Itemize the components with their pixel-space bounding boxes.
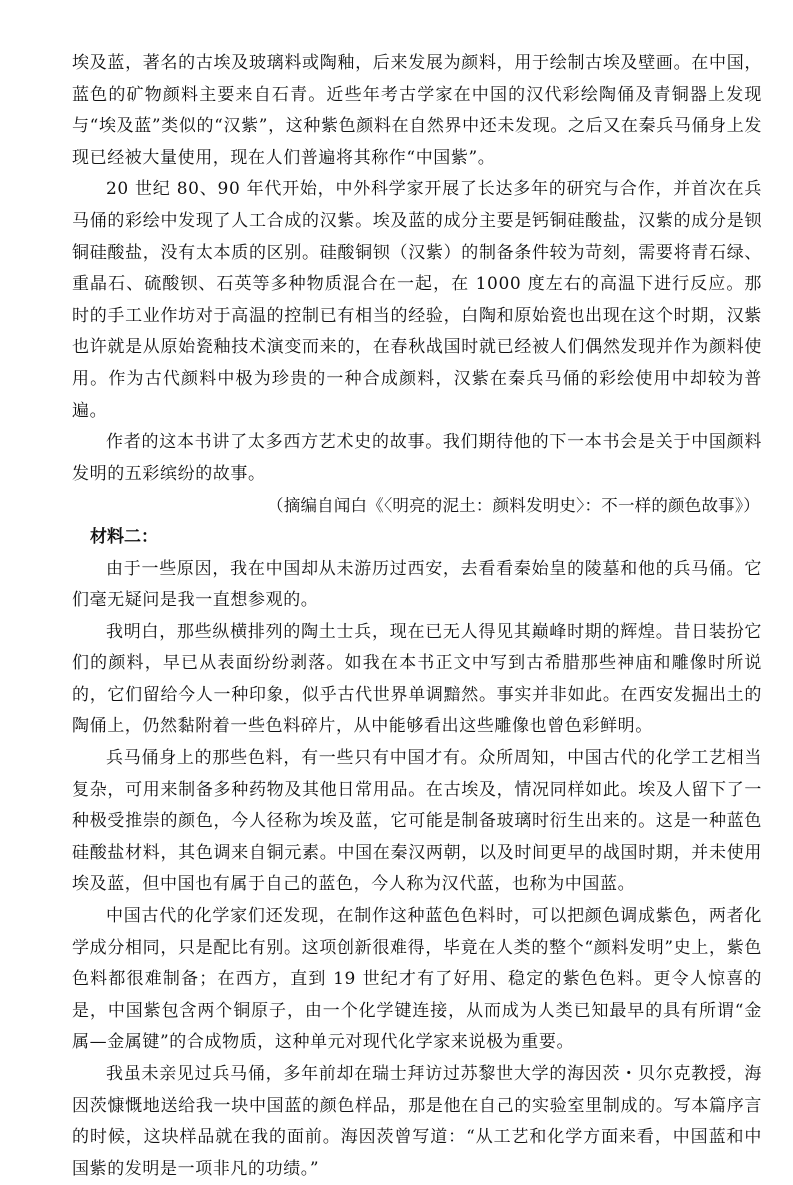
paragraph-research-history: 20 世纪 80、90 年代开始，中外科学家开展了长达多年的研究与合作，并首次在兵马俑的彩绘中发现了人工合成的汉紫。埃及蓝的成分主要是钙铜硅酸盐，汉紫的成分是钡铜硅酸盐，没有太本质的区别。硅酸铜钡（汉紫）的制备条件较为苛刻，需要将青石绿、重晶石、硫酸钡、石英等多种物质混合在一起，在 1000 度左右的高温下进行反应。那时的手工业作坊对于高温的控制已有相当的经验，白陶和原始瓷也出现在这个时期，汉紫也许就是从原始瓷釉技术演变而来的，在春秋战国时就已经被人们偶然发现并作为颜料使用。作为古代颜料中极为珍贵的一种合成颜料，汉紫在秦兵马俑的彩绘使用中却较为普遍。 — [72, 179, 762, 421]
source-citation: （摘编自闻白《〈明亮的泥土：颜料发明史〉：不一样的颜色故事》） — [267, 496, 760, 516]
paragraph-xian-visit: 由于一些原因，我在中国却从未游历过西安，去看看秦始皇的陵墓和他的兵马俑。它们毫无疑问是我一直想参观的。 — [72, 558, 762, 611]
paragraph-chinese-purple: 中国古代的化学家们还发现，在制作这种蓝色色料时，可以把颜色调成紫色，两者化学成分相同，只是配比有别。这项创新很难得，毕竟在人类的整个“颜料发明”史上，紫色色料都很难制备；在西方，直到 19 世纪才有了好用、稳定的紫色色料。更令人惊喜的是，中国紫包含两个铜原子，由一个化学键连接，从而成为人类已知最早的具有所谓“金属—金属键”的合成物质，这种单元对现代化学家来说极为重要。 — [72, 906, 762, 1053]
paragraph-author-expectation: 作者的这本书讲了太多西方艺术史的故事。我们期待他的下一本书会是关于中国颜料发明的五彩缤纷的故事。 — [72, 432, 762, 484]
document-page — [72, 48, 762, 1185]
paragraph-terracotta-colors: 我明白，那些纵横排列的陶土士兵，现在已无人得见其巅峰时期的辉煌。昔日装扮它们的颜料，早已从表面纷纷剥落。如我在本书正文中写到古希腊那些神庙和雕像时所说的，它们留给今人一种印象，似乎古代世界单调黯然。事实并非如此。在西安发掘出土的陶俑上，仍然黏附着一些色料碎片，从中能够看出这些雕像也曾色彩鲜明。 — [72, 621, 762, 737]
paragraph-egyptian-blue: 埃及蓝，著名的古埃及玻璃料或陶釉，后来发展为颜料，用于绘制古埃及壁画。在中国，蓝色的矿物颜料主要来自石青。近些年考古学家在中国的汉代彩绘陶俑及青铜器上发现与“埃及蓝”类似的“汉紫”，这种紫色颜料在自然界中还未发现。之后又在秦兵马俑身上发现已经被大量使用，现在人们普遍将其称作“中国紫”。 — [72, 53, 762, 168]
paragraph-chinese-pigments: 兵马俑身上的那些色料，有一些只有中国才有。众所周知，中国古代的化学工艺相当复杂，可用来制备多种药物及其他日常用品。在古埃及，情况同样如此。埃及人留下了一种极受推崇的颜色，今人径称为埃及蓝，它可能是制备玻璃时衍生出来的。这是一种蓝色硅酸盐材料，其色调来自铜元素。中国在秦汉两朝，以及时间更早的战国时期，并未使用埃及蓝，但中国也有属于自己的蓝色，今人称为汉代蓝，也称为中国蓝。 — [72, 748, 762, 895]
paragraph-sample-gift: 我虽未亲见过兵马俑，多年前却在瑞士拜访过苏黎世大学的海因茨・贝尔克教授，海因茨慷慨地送给我一块中国蓝的颜色样品，那是他在自己的实验室里制成的。写本篇序言的时候，这块样品就在我的面前。海因茨曾写道：“从工艺和化学方面来看，中国蓝和中国紫的发明是一项非凡的功绩。” — [72, 1064, 762, 1179]
section-heading-material-two: 材料二： — [90, 526, 158, 547]
